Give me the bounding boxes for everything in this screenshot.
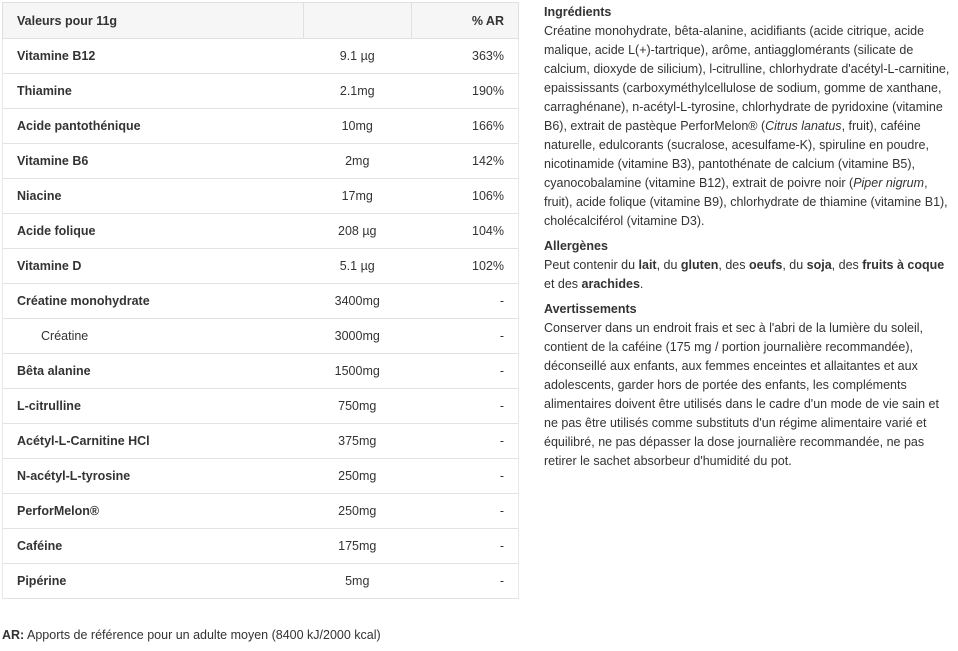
nutrient-name: Bêta alanine — [3, 354, 304, 389]
nutrient-amount: 9.1 µg — [304, 39, 412, 74]
allergens-part: , du — [656, 258, 681, 272]
table-row — [3, 74, 519, 109]
allergen: lait — [638, 258, 657, 272]
nutrient-ar: 363% — [411, 39, 519, 74]
nutrient-ar: - — [411, 284, 519, 319]
allergens-part: , du — [782, 258, 807, 272]
table-header-row — [3, 3, 519, 39]
nutrient-amount: 250mg — [304, 494, 412, 529]
footnote-abbr: AR: — [2, 628, 25, 642]
nutrient-ar: 166% — [411, 109, 519, 144]
nutrient-ar: 102% — [411, 249, 519, 284]
table-row — [3, 179, 519, 214]
ingredients-part: , fruit), acide folique (vitamine B9), chlorhydrate de thiamine (vitamine B1), cholécalciférol (vitamine D3). — [544, 176, 948, 228]
allergen: oeufs — [748, 258, 783, 272]
table-row — [3, 564, 519, 599]
allergens-title: Allergènes — [544, 239, 608, 253]
nutrition-table — [2, 2, 519, 599]
allergen: soja — [806, 258, 832, 272]
allergens-text — [544, 256, 954, 294]
allergens-part: , des — [718, 258, 749, 272]
nutrient-amount: 3000mg — [304, 319, 412, 354]
warnings-text: Conserver dans un endroit frais et sec à l'abri de la lumière du soleil, contient de la caféine (175 mg / portion journalière recommandée), déconseillé aux enfants, aux femmes enceintes et allaitantes et aux adolescents, garder hors de portée des enfants, les compléments alimentaires doivent être utilisés dans le cadre d'un mode de vie sain et ne pas être utilisés comme substituts d'un régime alimentaire varié et équilibré, ne pas dépasser la dose journalière recommandée, ne pas retirer le sachet absorbeur d'humidité du pot. — [544, 321, 939, 468]
nutrient-ar: 190% — [411, 74, 519, 109]
nutrient-name: Vitamine D — [3, 249, 304, 284]
nutrient-amount: 375mg — [304, 424, 412, 459]
footnote-text: Apports de référence pour un adulte moyen (8400 kJ/2000 kcal) — [24, 628, 381, 642]
table-row — [3, 354, 519, 389]
ingredients-part: Créatine monohydrate, bêta-alanine, acidifiants (acide citrique, acide malique, acide L(+)-tartrique), arôme, antiagglomérants (silicate de calcium, dioxyde de silicium), l-citrulline, chlorhydrate d'acétyl-L-carnitine, epaississants (carboxyméthylcellulose de sodium, gomme de xanthane, carraghénane), n-acétyl-L-tyrosine, chlorhydrate de pyridoxine (vitamine B6), extrait de pastèque PerforMelon® ( — [544, 24, 950, 133]
ingredients-part: , fruit), caféine naturelle, edulcorants (sucralose, acesulfame-K), spiruline en poudre, nicotinamide (vitamine B3), pantothénate de calcium (vitamine B5), cyanocobalamine (vitamine B12), extrait de poivre noir ( — [544, 119, 929, 190]
allergens-part: . — [639, 277, 644, 291]
table-row — [3, 109, 519, 144]
allergens-part: , des — [831, 258, 863, 272]
nutrient-name: Créatine — [3, 319, 304, 354]
table-row — [3, 459, 519, 494]
ingredients-text — [544, 22, 954, 231]
nutrient-ar: - — [411, 424, 519, 459]
table-row — [3, 39, 519, 74]
nutrient-amount: 2mg — [304, 144, 412, 179]
nutrient-name: PerforMelon® — [3, 494, 304, 529]
nutrient-name: Acide pantothénique — [3, 109, 304, 144]
warnings-title: Avertissements — [544, 302, 637, 316]
nutrient-amount: 1500mg — [304, 354, 412, 389]
nutrient-ar: 104% — [411, 214, 519, 249]
allergen: gluten — [680, 258, 719, 272]
allergen: arachides — [581, 277, 640, 291]
table-row — [3, 284, 519, 319]
table-row — [3, 424, 519, 459]
nutrient-name: N-acétyl-L-tyrosine — [3, 459, 304, 494]
product-info — [544, 4, 954, 478]
allergens-part: et des — [544, 277, 582, 291]
nutrient-ar: - — [411, 389, 519, 424]
nutrient-name: Vitamine B12 — [3, 39, 304, 74]
latin-name: Citrus lanatus — [765, 119, 842, 133]
nutrient-amount: 5mg — [304, 564, 412, 599]
table-row — [3, 214, 519, 249]
nutrient-amount: 750mg — [304, 389, 412, 424]
ar-footnote — [2, 628, 381, 642]
nutrient-ar: - — [411, 529, 519, 564]
header-amount — [304, 3, 412, 39]
nutrient-name: Caféine — [3, 529, 304, 564]
table-row — [3, 144, 519, 179]
nutrient-name: Créatine monohydrate — [3, 284, 304, 319]
nutrient-amount: 250mg — [304, 459, 412, 494]
nutrient-amount: 2.1mg — [304, 74, 412, 109]
allergens-part: Peut contenir du — [544, 258, 639, 272]
nutrient-amount: 17mg — [304, 179, 412, 214]
nutrient-amount: 208 µg — [304, 214, 412, 249]
nutrient-amount: 175mg — [304, 529, 412, 564]
nutrient-name: Niacine — [3, 179, 304, 214]
nutrient-ar: - — [411, 564, 519, 599]
header-label: Valeurs pour 11g — [3, 3, 304, 39]
allergen: fruits à coque — [862, 258, 945, 272]
nutrient-ar: 142% — [411, 144, 519, 179]
table-row — [3, 249, 519, 284]
nutrient-name: Thiamine — [3, 74, 304, 109]
nutrient-amount: 10mg — [304, 109, 412, 144]
nutrient-ar: - — [411, 354, 519, 389]
latin-name: Piper nigrum — [853, 176, 925, 190]
nutrient-amount: 5.1 µg — [304, 249, 412, 284]
nutrient-name: Pipérine — [3, 564, 304, 599]
nutrient-ar: - — [411, 319, 519, 354]
table-row — [3, 494, 519, 529]
nutrient-name: Vitamine B6 — [3, 144, 304, 179]
table-row — [3, 529, 519, 564]
nutrient-amount: 3400mg — [304, 284, 412, 319]
nutrient-ar: - — [411, 494, 519, 529]
nutrient-name: Acide folique — [3, 214, 304, 249]
nutrient-ar: 106% — [411, 179, 519, 214]
ingredients-title: Ingrédients — [544, 5, 612, 19]
table-row — [3, 319, 519, 354]
nutrient-name: L-citrulline — [3, 389, 304, 424]
header-ar: % AR — [411, 3, 519, 39]
nutrient-ar: - — [411, 459, 519, 494]
nutrient-name: Acétyl-L-Carnitine HCl — [3, 424, 304, 459]
table-row — [3, 389, 519, 424]
